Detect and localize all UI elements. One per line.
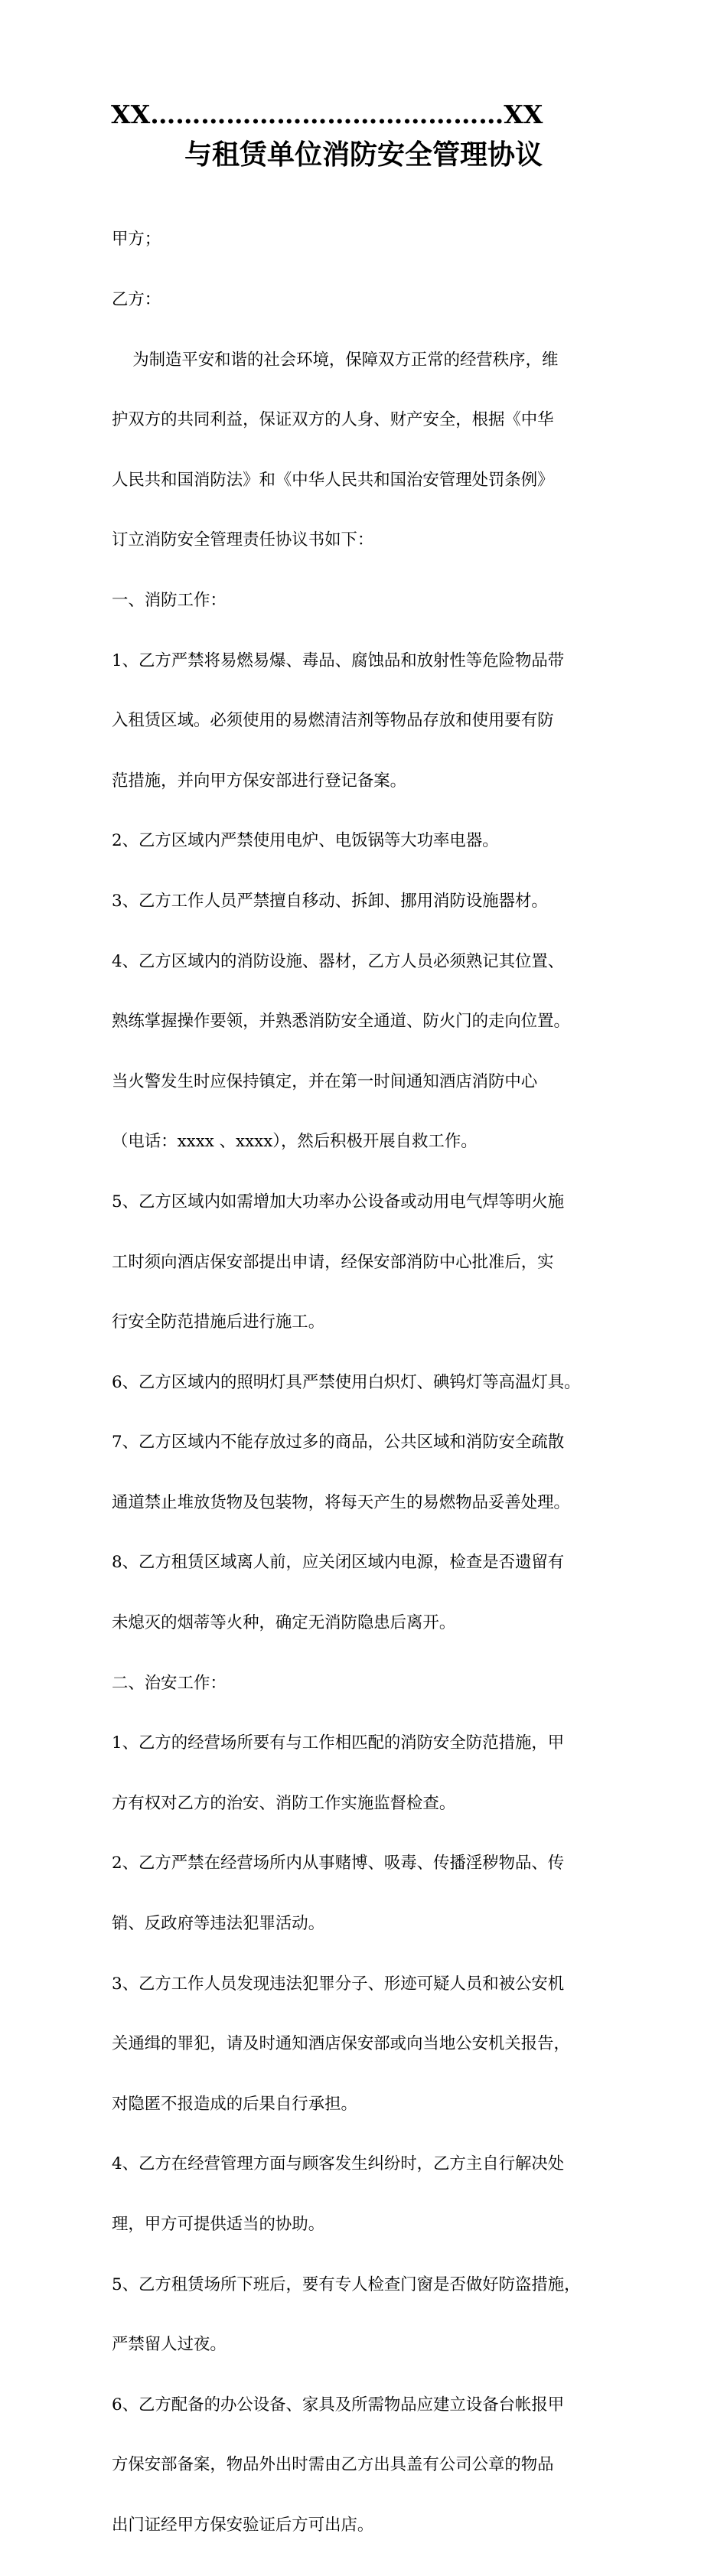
text-line: 熟练掌握操作要领，并熟悉消防安全通道、防火门的走向位置。 xyxy=(112,1012,570,1032)
text-line: 护双方的共同利益，保证双方的人身、财产安全，根据《中华 xyxy=(112,410,554,430)
text-line: 乙方： xyxy=(112,290,161,309)
text-line: 5、乙方区域内如需增加大功率办公设备或动用电气焊等明火施 xyxy=(112,1192,565,1211)
document-heading: XX……………………………………XX xyxy=(111,99,543,129)
text-line: 出门证经甲方保安验证后方可出店。 xyxy=(112,2515,374,2535)
text-line: 通道禁止堆放货物及包装物，将每天产生的易燃物品妥善处理。 xyxy=(112,1492,570,1512)
text-line: 方保安部备案，物品外出时需由乙方出具盖有公司公章的物品 xyxy=(112,2455,554,2475)
section-heading: 一、消防工作： xyxy=(112,590,227,610)
text-line: 入租赁区域。必须使用的易燃清洁剂等物品存放和使用要有防 xyxy=(112,711,554,731)
text-line: 2、乙方严禁在经营场所内从事赌博、吸毒、传播淫秽物品、传 xyxy=(112,1854,565,1873)
text-line: 7、乙方区域内不能存放过多的商品，公共区域和消防安全疏散 xyxy=(112,1433,565,1453)
text-line: 2、乙方区域内严禁使用电炉、电饭锅等大功率电器。 xyxy=(112,831,499,851)
section-heading: 二、治安工作： xyxy=(112,1673,227,1693)
text-line: 6、乙方区域内的照明灯具严禁使用白炽灯、碘钨灯等高温灯具。 xyxy=(112,1372,581,1392)
text-line: 3、乙方工作人员严禁擅自移动、拆卸、挪用消防设施器材。 xyxy=(112,891,548,911)
text-line: 人民共和国消防法》和《中华人民共和国治安管理处罚条例》 xyxy=(112,470,554,490)
text-line: 未熄灭的烟蒂等火种，确定无消防隐患后离开。 xyxy=(112,1613,456,1633)
text-line: 对隐匿不报造成的后果自行承担。 xyxy=(112,2094,357,2114)
text-line: 1、乙方严禁将易燃易爆、毒品、腐蚀品和放射性等危险物品带 xyxy=(112,651,565,670)
text-line: 方有权对乙方的治安、消防工作实施监督检查。 xyxy=(112,1793,456,1813)
text-line: 6、乙方配备的办公设备、家具及所需物品应建立设备台帐报甲 xyxy=(112,2395,565,2415)
text-line: 范措施，并向甲方保安部进行登记备案。 xyxy=(112,771,407,791)
text-line: 销、反政府等违法犯罪活动。 xyxy=(112,1914,325,1934)
text-line: 1、乙方的经营场所要有与工作相匹配的消防安全防范措施，甲 xyxy=(112,1733,565,1753)
text-line: 当火警发生时应保持镇定，并在第一时间通知酒店消防中心 xyxy=(112,1071,538,1091)
text-line: 为制造平安和谐的社会环境，保障双方正常的经营秩序，维 xyxy=(112,350,559,370)
text-line: 3、乙方工作人员发现违法犯罪分子、形迹可疑人员和被公安机 xyxy=(112,1974,565,1994)
text-line: 甲方； xyxy=(112,230,161,249)
text-line: 订立消防安全管理责任协议书如下： xyxy=(112,530,374,550)
text-line: 严禁留人过夜。 xyxy=(112,2335,227,2355)
document-title: 与租赁单位消防安全管理协议 xyxy=(184,139,543,171)
text-line: 4、乙方区域内的消防设施、器材，乙方人员必须熟记其位置、 xyxy=(112,951,565,971)
text-line: 理，甲方可提供适当的协助。 xyxy=(112,2215,325,2234)
text-line: 工时须向酒店保安部提出申请，经保安部消防中心批准后，实 xyxy=(112,1252,554,1272)
text-line: 8、乙方租赁区域离人前，应关闭区域内电源，检查是否遗留有 xyxy=(112,1553,565,1573)
text-line: 4、乙方在经营管理方面与顾客发生纠纷时，乙方主自行解决处 xyxy=(112,2154,565,2174)
text-line: （电话：xxxx 、xxxx），然后积极开展自救工作。 xyxy=(112,1132,478,1152)
document-body xyxy=(112,190,621,2576)
text-line: 5、乙方租赁场所下班后，要有专人检查门窗是否做好防盗措施， xyxy=(112,2274,581,2294)
text-line: 行安全防范措施后进行施工。 xyxy=(112,1312,325,1332)
text-line: 关通缉的罪犯，请及时通知酒店保安部或向当地公安机关报告， xyxy=(112,2034,570,2054)
